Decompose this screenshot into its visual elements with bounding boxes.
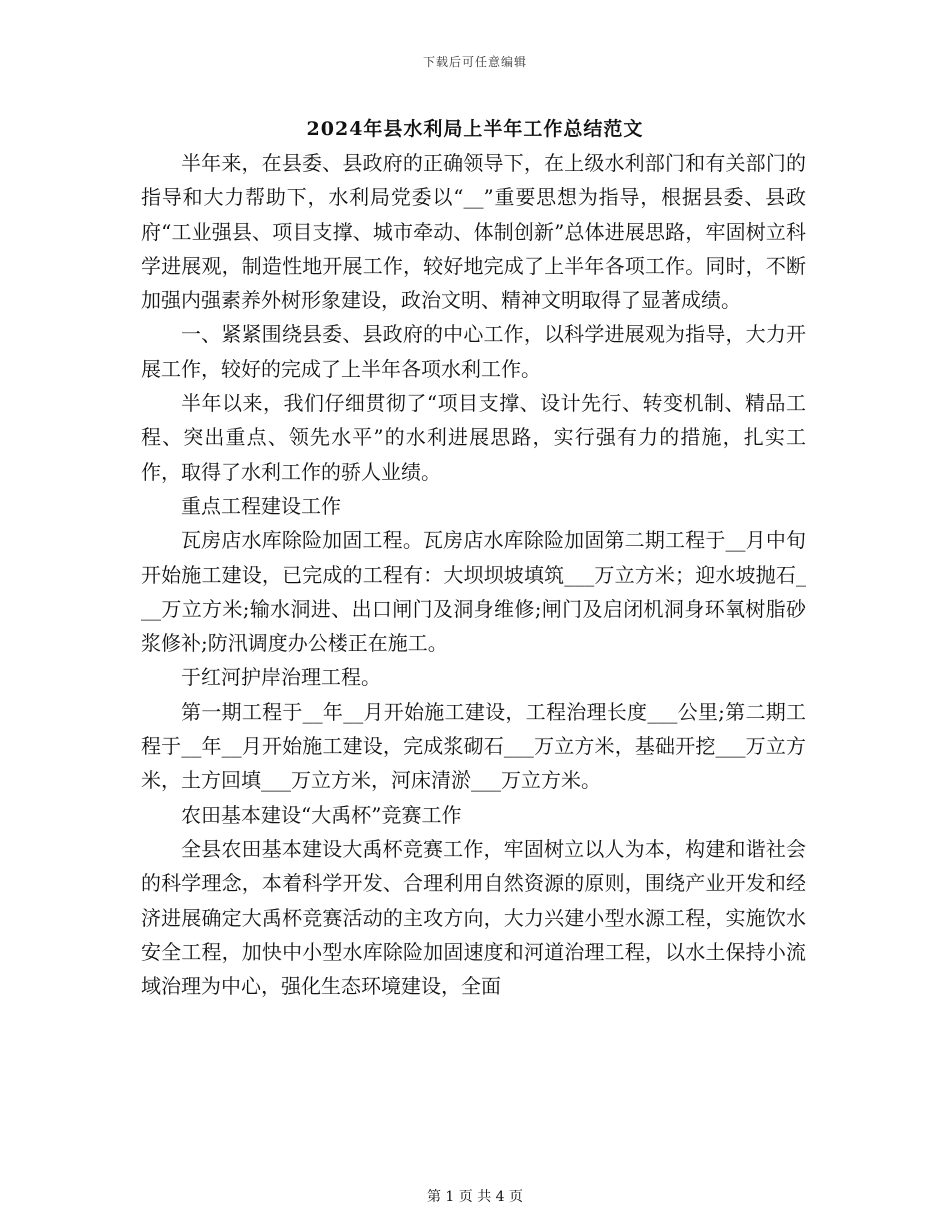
section-heading: 重点工程建设工作	[181, 493, 341, 518]
paragraph: 第一期工程于__年__月开始施工建设，工程治理长度___公里;第二期工程于__年__月开始施工建设，完成浆砌石___万立方米，基础开挖___万立方米，土方回填___万立方米，河床清淤___万立方米。	[141, 699, 806, 793]
page-number: 第 1 页 共 4 页	[426, 1189, 524, 1205]
section-heading: 农田基本建设“大禹杯”竞赛工作	[181, 802, 462, 827]
section-heading: 于红河护岸治理工程。	[181, 665, 381, 690]
paragraph: 半年来，在县委、县政府的正确领导下，在上级水利部门和有关部门的指导和大力帮助下，水利局党委以“__”重要思想为指导，根据县委、县政府“工业强县、项目支撑、城市牵动、体制创新”总体进展思路，牢固树立科学进展观，制造性地开展工作，较好地完成了上半年各项工作。同时，不断加强内强素养外树形象建设，政治文明、精神文明取得了显著成绩。	[141, 151, 806, 313]
page-header-note: 下载后可任意编辑	[422, 55, 527, 69]
paragraph: 瓦房店水库除险加固工程。瓦房店水库除险加固第二期工程于__月中旬开始施工建设，已完成的工程有：大坝坝坡填筑___万立方米；迎水坡抛石___万立方米;输水洞进、出口闸门及洞身维修;闸门及启闭机洞身环氧树脂砂浆修补;防汛调度办公楼正在施工。	[141, 528, 806, 656]
document-title: 2024年县水利局上半年工作总结范文	[306, 118, 644, 140]
paragraph: 一、紧紧围绕县委、县政府的中心工作，以科学进展观为指导，大力开展工作，较好的完成了上半年各项水利工作。	[141, 322, 806, 381]
document-body	[141, 146, 806, 1003]
paragraph: 半年以来，我们仔细贯彻了“项目支撑、设计先行、转变机制、精品工程、突出重点、领先水平”的水利进展思路，实行强有力的措施，扎实工作，取得了水利工作的骄人业绩。	[141, 391, 806, 484]
paragraph: 全县农田基本建设大禹杯竞赛工作，牢固树立以人为本，构建和谐社会的科学理念，本着科学开发、合理利用自然资源的原则，围绕产业开发和经济进展确定大禹杯竞赛活动的主攻方向，大力兴建小型水源工程，实施饮水安全工程，加快中小型水库除险加固速度和河道治理工程，以水土保持小流域治理为中心，强化生态环境建设，全面	[141, 836, 806, 999]
